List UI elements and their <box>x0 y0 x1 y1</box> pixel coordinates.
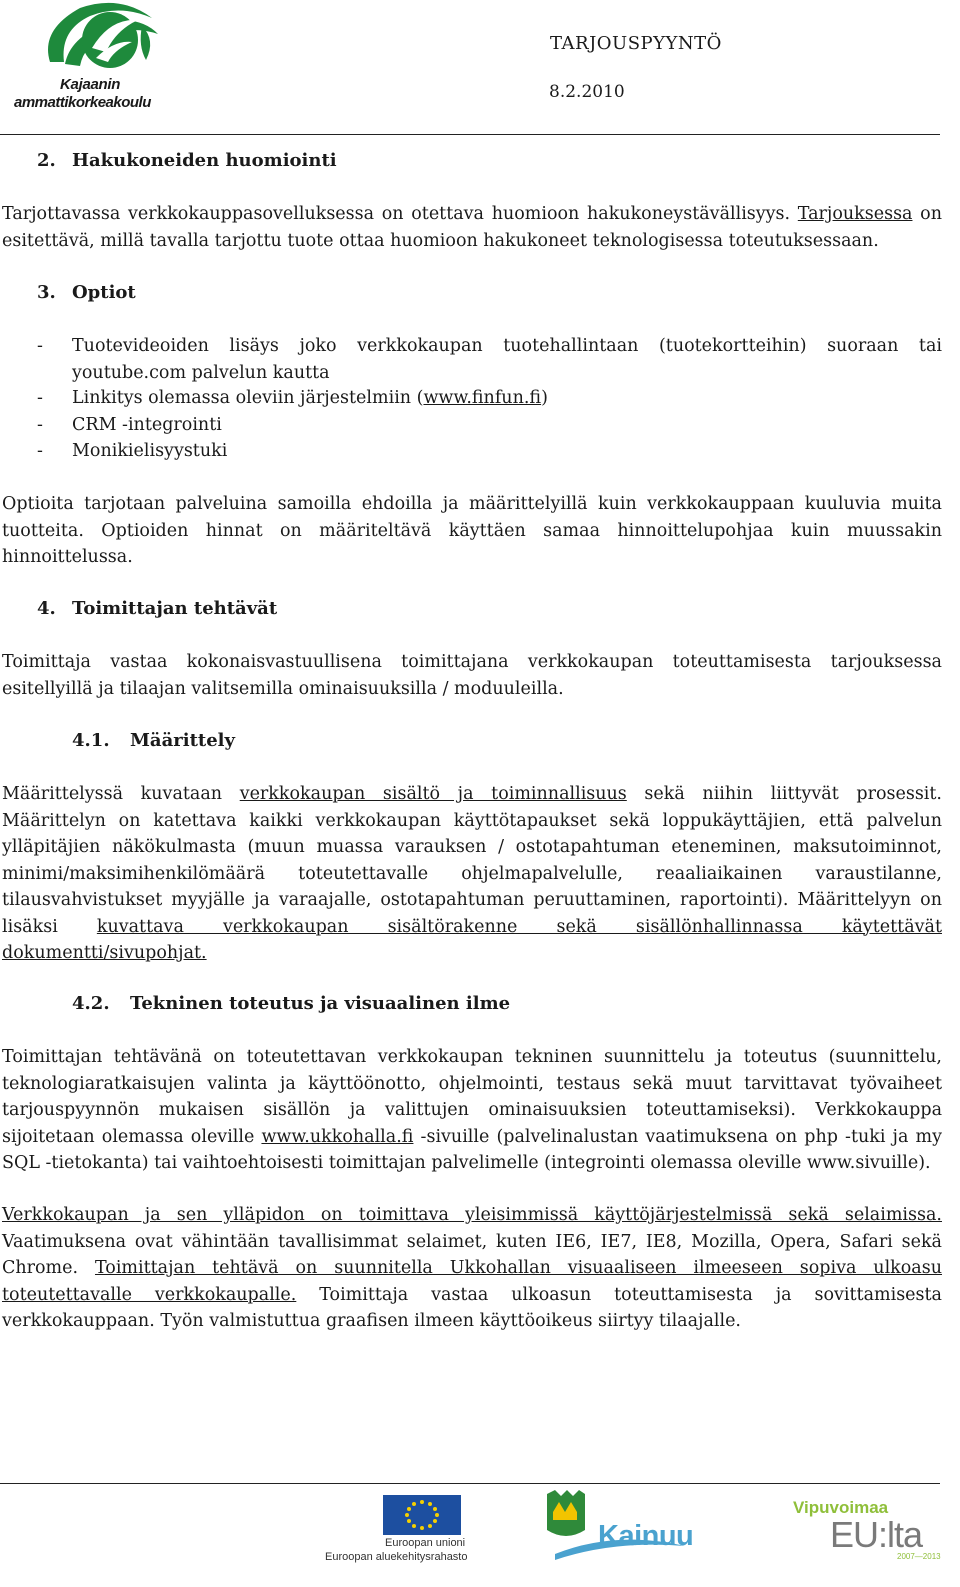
section-4-1-paragraph <box>2 781 942 967</box>
option-item-crm: CRM -integrointi <box>72 415 222 435</box>
eu-fund-label: Euroopan aluekehitysrahasto <box>325 1551 468 1563</box>
section-3-heading: Optiot <box>72 282 136 303</box>
logo-text-kajaanin: Kajaanin <box>60 76 121 93</box>
section-3-number: 3. <box>37 282 56 303</box>
section-2-underlined: Tarjouksessa <box>797 204 913 224</box>
section-4-1-number: 4.1. <box>72 730 110 751</box>
vipuvoimaa-label: Vipuvoimaa <box>793 1498 889 1517</box>
section-4-1-text-c: sekä niihin liittyvät prosessit. Määrittelyn on katettava kaikki verkkokaupan käyttötapaukset sekä loppukäyttäjien, että palvelun ylläpitäjien näkökulmasta (muun muassa varauksen / ostotapahtuman eteneminen, maksutoiminnot, minimi/maksimihenkilömäärä toteutettavalle ohjelmapalvelulle, reaaliaikainen varaustilanne, tilausvahvistukset myyjälle ja varaajalle, ostotapahtuman peruuttaminen, raportointi). Määrittelyyn on lisäksi <box>2 784 942 937</box>
finfun-link[interactable]: www.finfun.fi <box>423 388 542 408</box>
footer-divider <box>0 1483 940 1484</box>
section-4-2-text-b2: Vaatimuksena ovat vähintään tavallisimmat selaimet, kuten IE6, IE7, IE8, Mozilla, Opera, Safari sekä Chrome. <box>2 1231 942 1278</box>
section-4-2-underlined-a: Verkkokaupan ja sen ylläpidon on toimittava yleisimmissä käyttöjärjestelmissä sekä selaimissa. <box>2 1205 942 1225</box>
section-2-paragraph <box>2 201 942 254</box>
document-title: TARJOUSPYYNTÖ <box>550 33 722 54</box>
section-4-2-number: 4.2. <box>72 993 110 1014</box>
section-4-2-underlined-c: Toimittajan tehtävä on suunnitella Ukkohallan visuaaliseen ilmeeseen sopiva ulkoasu toteutettavalle verkkokaupalle. <box>2 1258 942 1305</box>
section-4-1-text-a: Määrittelyssä kuvataan <box>2 784 240 804</box>
section-4-1-underlined-b: verkkokaupan sisältö ja toiminnallisuus <box>239 784 627 804</box>
section-4-paragraph: Toimittaja vastaa kokonaisvastuullisena toimittajana verkkokaupan toteuttamisesta tarjouksessa esitellyillä ja tilaajan valitsemilla ominaisuuksilla / moduuleilla. <box>2 652 942 699</box>
bullet-dash: - <box>37 388 43 408</box>
eulta-label: EU:lta <box>830 1514 923 1555</box>
section-2-text-a: Tarjottavassa verkkokauppasovelluksessa on otettava huomioon hakukoneystävällisyys. <box>2 204 798 224</box>
header-divider <box>0 134 940 135</box>
section-4-2-text-d: Toimittaja vastaa ulkoasun toteuttamisesta ja sovittamisesta verkkokauppaan. Työn valmistuttua graafisen ilmeen käyttöoikeus siirtyy tilaajalle. <box>2 1284 942 1331</box>
option-item-multilingual: Monikielisyystuki <box>72 441 228 461</box>
document-date: 8.2.2010 <box>549 82 625 102</box>
section-4-2-text-b: -sivuille (palvelinalustan vaatimuksena on php -tuki ja my SQL -tietokanta) tai vaihtoehtoisesti toimittajan palvelimelle (integrointi olemassa oleville www.sivuille). <box>2 1126 942 1173</box>
bullet-dash: - <box>37 415 43 435</box>
section-2-text-c: on esitettävä, millä tavalla tarjottu tuote ottaa huomioon hakukoneet teknologisessa toteutuksessaan. <box>2 204 942 251</box>
eu-label: Euroopan unioni <box>385 1537 466 1549</box>
ukkohalla-link[interactable]: www.ukkohalla.fi <box>261 1126 414 1147</box>
section-4-heading: Toimittajan tehtävät <box>72 598 278 619</box>
section-4-number: 4. <box>37 598 56 619</box>
bullet-dash: - <box>37 441 43 461</box>
section-4-2-heading: Tekninen toteutus ja visuaalinen ilme <box>130 993 511 1014</box>
bullet-dash: - <box>37 336 43 356</box>
kainuu-label: Kainuu <box>598 1520 694 1552</box>
section-4-1-underlined-d: kuvattava verkkokaupan sisältörakenne sekä sisällönhallinnassa käytettävät dokumentti/sivupohjat. <box>2 916 942 963</box>
option-item-linking <box>72 385 942 412</box>
section-4-2-paragraph-1 <box>2 1044 942 1177</box>
section-3-paragraph: Optioita tarjotaan palveluina samoilla ehdoilla ja määrittelyillä kuin verkkokauppaan kuuluvia muita tuotteita. Optioiden hinnat on määriteltävä käyttäen samaa hinnoittelupohjaa kuin muussakin hinnoittelussa. <box>2 494 942 567</box>
section-4-2-paragraph-2 <box>2 1202 942 1335</box>
section-2-heading: Hakukoneiden huomiointi <box>72 150 337 171</box>
option-item-linking-text: Linkitys olemassa oleviin järjestelmiin ( <box>72 388 424 408</box>
section-4-2-text-a: Toimittajan tehtävänä on toteutettavan verkkokaupan tekninen suunnittelu ja toteutus (suunnittelu, teknologiaratkaisujen valinta ja käyttöönotto, ohjelmointi, testaus sekä muut tarvittavat työvaiheet tarjouspyynnön mukaisen sisällön ja valittujen ominaisuuksien toteuttamiseksi). Verkkokauppa sijoitetaan olemassa oleville <box>2 1047 942 1147</box>
logo-text-ammattikorkeakoulu: ammattikorkeakoulu <box>14 94 151 111</box>
option-item-linking-close: ) <box>541 388 548 408</box>
program-years: 2007—2013 <box>897 1552 941 1561</box>
section-4-1-heading: Määrittely <box>130 730 235 751</box>
option-item-videos: Tuotevideoiden lisäys joko verkkokaupan tuotehallintaan (tuotekortteihin) suoraan tai youtube.com palvelun kautta <box>72 336 942 383</box>
section-2-number: 2. <box>37 150 56 171</box>
